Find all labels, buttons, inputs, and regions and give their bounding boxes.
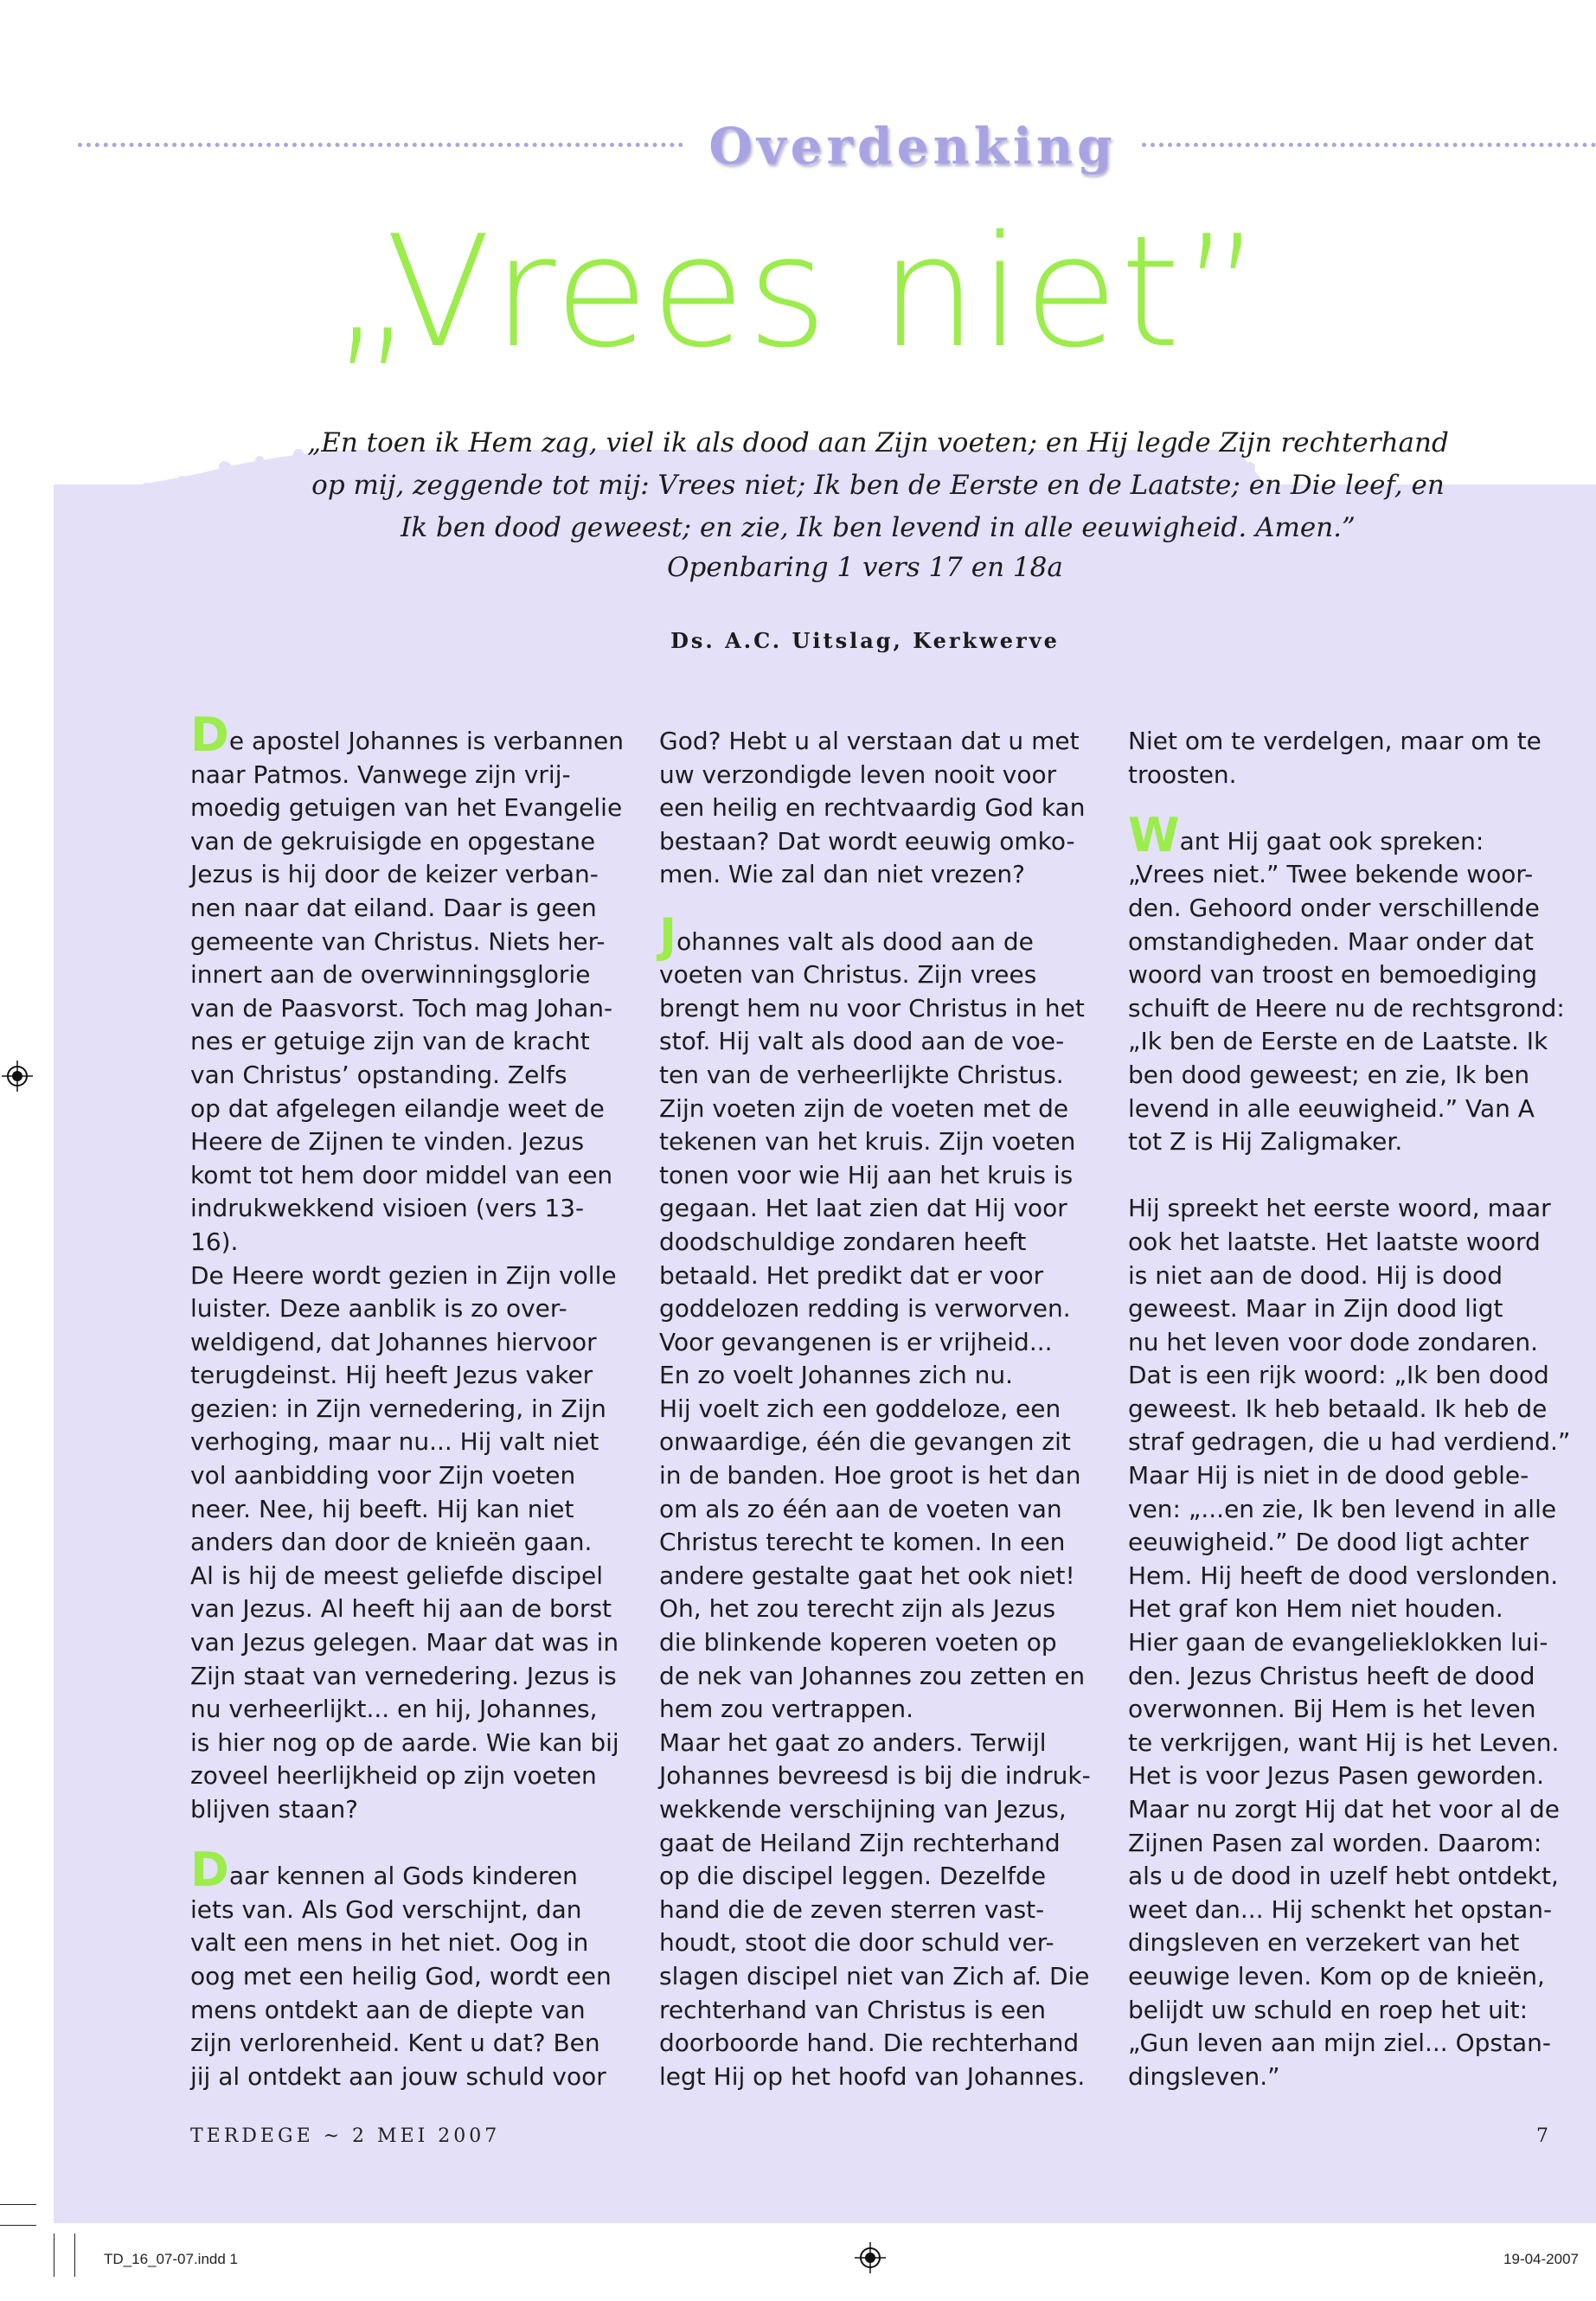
section-label: Overdenking [708, 117, 1117, 176]
author-byline: Ds. A.C. Uitslag, Kerkwerve [670, 628, 1060, 653]
registration-mark-icon [855, 2242, 886, 2273]
paragraph-text: aar kennen al Gods kinderen iets van. Als God verschijnt, dan valt een mens in het niet. Oog in oog met een heilig God, wordt een mens ontdekt aan de diepte van zijn verlorenheid. Kent u dat? Ben jij al ontdekt aan jouw schuld voor [190, 1862, 612, 2091]
drop-cap: D [190, 1843, 229, 1898]
crop-mark [74, 2234, 75, 2277]
paragraph-text: Hij spreekt het eerste woord, maar ook het laatste. Het laatste woord is niet aan de dood. Hij is dood geweest. Maar in Zijn dood ligt nu het leven voor dode zondaren. Dat is een rijk woord: „Ik ben dood geweest. Ik heb betaald. Ik heb de straf gedragen, die u had verdiend.” Maar Hij is niet in de dood geble- ven: „...en zie, Ik ben levend in alle eeuwigheid.” De dood ligt achter Hem. Hij heeft de dood verslonden. Het graf kon Hem niet houden. Hier gaan de evangelieklokken lui- den. Jezus Christus heeft de dood overwonnen. Bij Hem is het leven te verkrijgen, want Hij is het Leven. Het is voor Jezus Pasen geworden. Maar nu zorgt Hij dat het voor al de Zijnen Pasen zal worden. Daarom: als u de dood in uzelf hebt ontdekt, weet dan... Hij schenkt het opstan- dingsleven en verzekert van het eeuwige leven. Kom op de knieën, belijdt uw schuld en roep het uit: „Gun leven aan mijn ziel... Opstan- dingsleven.” [1128, 1194, 1571, 2091]
drop-cap: W [1128, 807, 1180, 862]
paragraph-text: ant Hij gaat ook spreken: „Vrees niet.” Twee bekende woor- den. Gehoord onder verschillende omstandigheden. Maar onder dat woord van troost en bemoediging schuift de Heere nu de rechtsgrond: „Ik ben de Eerste en de Laatste. Ik ben dood geweest; en zie, Ik ben levend in alle eeuwigheid.” Van A tot Z is Hij Zaligmaker. [1128, 826, 1565, 1157]
registration-mark-icon [2, 1061, 33, 1092]
dotted-rule-left [78, 143, 683, 147]
body-column-3 [1128, 725, 1578, 2093]
paragraph-text: ohannes valt als dood aan de voeten van Christus. Zijn vrees brengt hem nu voor Christus in het stof. Hij valt als dood aan de voe- ten van de verheerlijkte Christus. Zijn voeten zijn de voeten met de tekenen van het kruis. Zijn voeten tonen voor wie Hij aan het kruis is gegaan. Het laat zien dat Hij voor doodschuldige zondaren heeft betaald. Het predikt dat er voor goddelozen redding is verworven. Voor gevangenen is er vrijheid... En zo voelt Johannes zich nu. Hij voelt zich een goddeloze, een onwaardige, één die gevangen zit in de banden. Hoe groot is het dan om als zo één aan de voeten van Christus terecht te komen. In een andere gestalte gaat het ook niet! Oh, het zou terecht zijn als Jezus die blinkende koperen voeten op de nek van Johannes zou zetten en hem zou vertrappen. Maar het gaat zo anders. Terwijl Johannes bevreesd is bij die indruk- wekkende verschijning van Jezus, gaat de Heiland Zijn rechterhand op die discipel leggen. Dezelfde hand die de zeven sterren vast- houdt, stoot die door schuld ver- slagen discipel niet van Zich af. Die rechterhand van Christus is een doorboorde hand. Die rechterhand legt Hij op het hoofd van Johannes. [659, 926, 1091, 2091]
slug-filename: TD_16_07-07.indd 1 [104, 2251, 239, 2267]
paragraph [1128, 725, 1578, 792]
paragraph-text: Niet om te verdelgen, maar om te troosten. [1128, 727, 1542, 789]
article-title: „Vrees niet” [332, 202, 1264, 381]
paragraph [190, 708, 640, 1827]
crop-mark [0, 2225, 36, 2226]
section-header [78, 117, 1596, 176]
body-column-2 [659, 725, 1109, 2093]
dotted-rule-right [1142, 143, 1596, 147]
paragraph [659, 907, 1109, 2094]
bible-reference: Openbaring 1 vers 17 en 18a [667, 552, 1063, 583]
page-number: 7 [1536, 2125, 1548, 2147]
publication-footer: TERDEGE ~ 2 MEI 2007 [190, 2125, 501, 2147]
drop-cap: J [659, 907, 677, 963]
bible-quote: „En toen ik Hem zag, viel ik als dood aan Zijn voeten; en Hij legde Zijn rechterhand op mij, zeggende tot mij: Vrees niet; Ik ben de Eerste en de Laatste; en Die leef, en Ik ben dood geweest; en zie, Ik ben levend in alle eeuwigheid. Amen.” [307, 427, 1449, 543]
paragraph-text: e apostel Johannes is verbannen naar Patmos. Vanwege zijn vrij- moedig getuigen van het Evangelie van de gekruisigde en opgestane Jezus is hij door de keizer verban- nen naar dat eiland. Daar is geen gemeente van Christus. Niets her- innert aan de overwinningsglorie van de Paasvorst. Toch mag Johan- nes er getuige zijn van de kracht van Christus’ opstanding. Zelfs op dat afgelegen eilandje weet de Heere de Zijnen te vinden. Jezus komt tot hem door middel van een indrukwekkend visioen (vers 13- 16). De Heere wordt gezien in Zijn volle luister. Deze aanblik is zo over- weldigend, dat Johannes hiervoor terugdeinst. Hij heeft Jezus vaker gezien: in Zijn vernedering, in Zijn verhoging, maar nu... Hij valt niet vol aanbidding voor Zijn voeten neer. Nee, hij beeft. Hij kan niet anders dan door de knieën gaan. Al is hij de meest geliefde discipel van Jezus. Al heeft hij aan de borst van Jezus gelegen. Maar dat was in Zijn staat van vernedering. Jezus is nu verheerlijkt... en hij, Johannes, is hier nog op de aarde. Wie kan bij zoveel heerlijkheid op zijn voeten blijven staan? [190, 727, 624, 1823]
paragraph [1128, 807, 1578, 1159]
crop-mark [0, 2204, 36, 2205]
paragraph-text: God? Hebt u al verstaan dat u met uw verzondigde leven nooit voor een heilig en rechtvaardig God kan bestaan? Dat wordt eeuwig omko- men. Wie zal dan niet vrezen? [659, 727, 1086, 889]
paragraph [659, 725, 1109, 892]
slug-date: 19-04-2007 [1503, 2251, 1579, 2267]
body-column-1 [190, 708, 640, 2093]
drop-cap: D [190, 708, 229, 762]
paragraph [190, 1843, 640, 2093]
paragraph [1128, 1192, 1578, 2093]
